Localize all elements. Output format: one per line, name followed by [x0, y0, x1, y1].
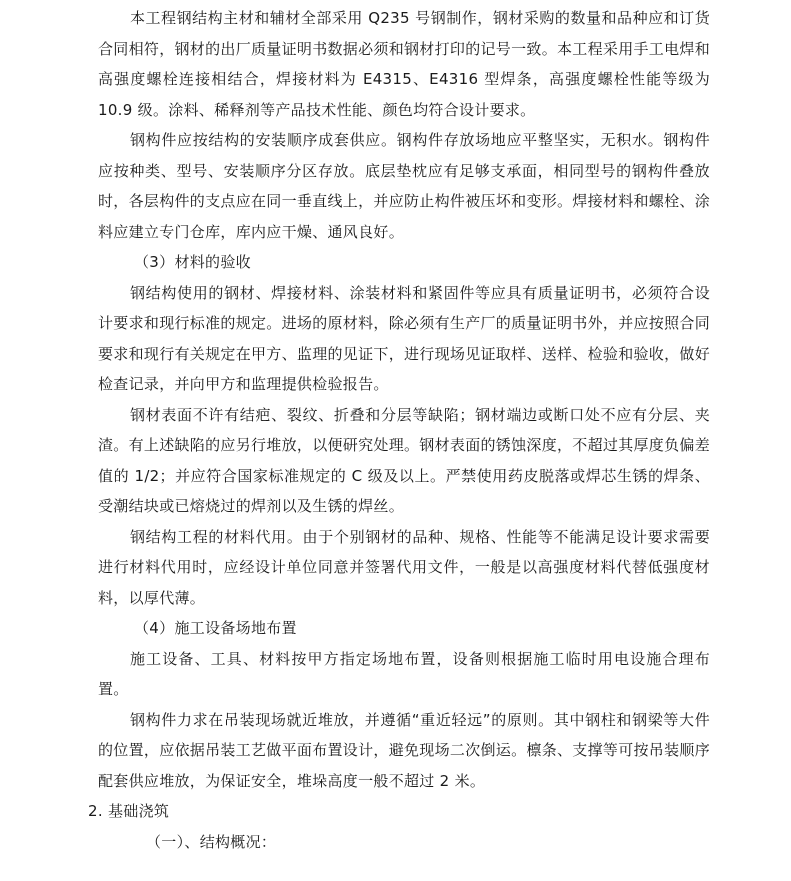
paragraph-certificates: 钢结构使用的钢材、焊接材料、涂装材料和紧固件等应具有质量证明书，必须符合设计要求和现行标准的规定。进场的原材料，除必须有生产厂的质量证明书外，并应按照合同要求和现行有关规定在甲方、监理的见证下，进行现场见证取样、送样、检验和验收，做好检查记录，并向甲方和监理提供检验报告。 [98, 283, 711, 393]
heading-structure-overview: （一）、结构概况： [146, 832, 277, 851]
heading-foundation-pouring: 2. 基础浇筑 [88, 802, 170, 820]
paragraph-storage: 钢构件应按结构的安装顺序成套供应。钢构件存放场地应平整坚实，无积水。钢构件应按种类、型号、安装顺序分区存放。底层垫枕应有足够支承面，相同型号的钢构件叠放时，各层构件的支点应在同一垂直线上，并应防止构件被压坏和变形。焊接材料和螺栓、涂料应建立专门仓库，库内应干燥、通风良好。 [98, 131, 711, 241]
paragraph-materials: 本工程钢结构主材和辅材全部采用 Q235 号钢制作，钢材采购的数量和品种应和订货合同相符，钢材的出厂质量证明书数据必须和钢材打印的记号一致。本工程采用手工电焊和高强度螺栓连接相结合，焊接材料为 E4315、E4316 型焊条，高强度螺栓性能等级为 10.9 级。涂料、稀释剂等产品技术性能、颜色均符合设计要求。 [98, 9, 711, 119]
paragraph-surface-defects: 钢材表面不许有结疤、裂纹、折叠和分层等缺陷；钢材端边或断口处不应有分层、夹渣。有上述缺陷的应另行堆放，以便研究处理。钢材表面的锈蚀深度，不超过其厚度负偏差值的 1/2；并应符合国家标准规定的 C 级及以上。严禁使用药皮脱落或焊芯生锈的焊条、受潮结块或已熔烧过的焊剂以及生锈的焊丝。 [98, 405, 711, 515]
paragraph-component-stacking: 钢构件力求在吊装现场就近堆放，并遵循“重近轻远”的原则。其中钢柱和钢梁等大件的位置，应依据吊装工艺做平面布置设计，避免现场二次倒运。檩条、支撑等可按吊装顺序配套供应堆放，为保证安全，堆垛高度一般不超过 2 米。 [98, 710, 711, 790]
paragraph-equipment-layout: 施工设备、工具、材料按甲方指定场地布置，设备则根据施工临时用电设施合理布置。 [98, 649, 710, 698]
heading-material-acceptance: （3）材料的验收 [134, 253, 251, 271]
paragraph-material-substitution: 钢结构工程的材料代用。由于个别钢材的品种、规格、性能等不能满足设计要求需要进行材料代用时，应经设计单位同意并签署代用文件，一般是以高强度材料代替低强度材料，以厚代薄。 [98, 527, 710, 607]
heading-site-layout: （4）施工设备场地布置 [134, 619, 297, 637]
document-body [88, 0, 711, 857]
